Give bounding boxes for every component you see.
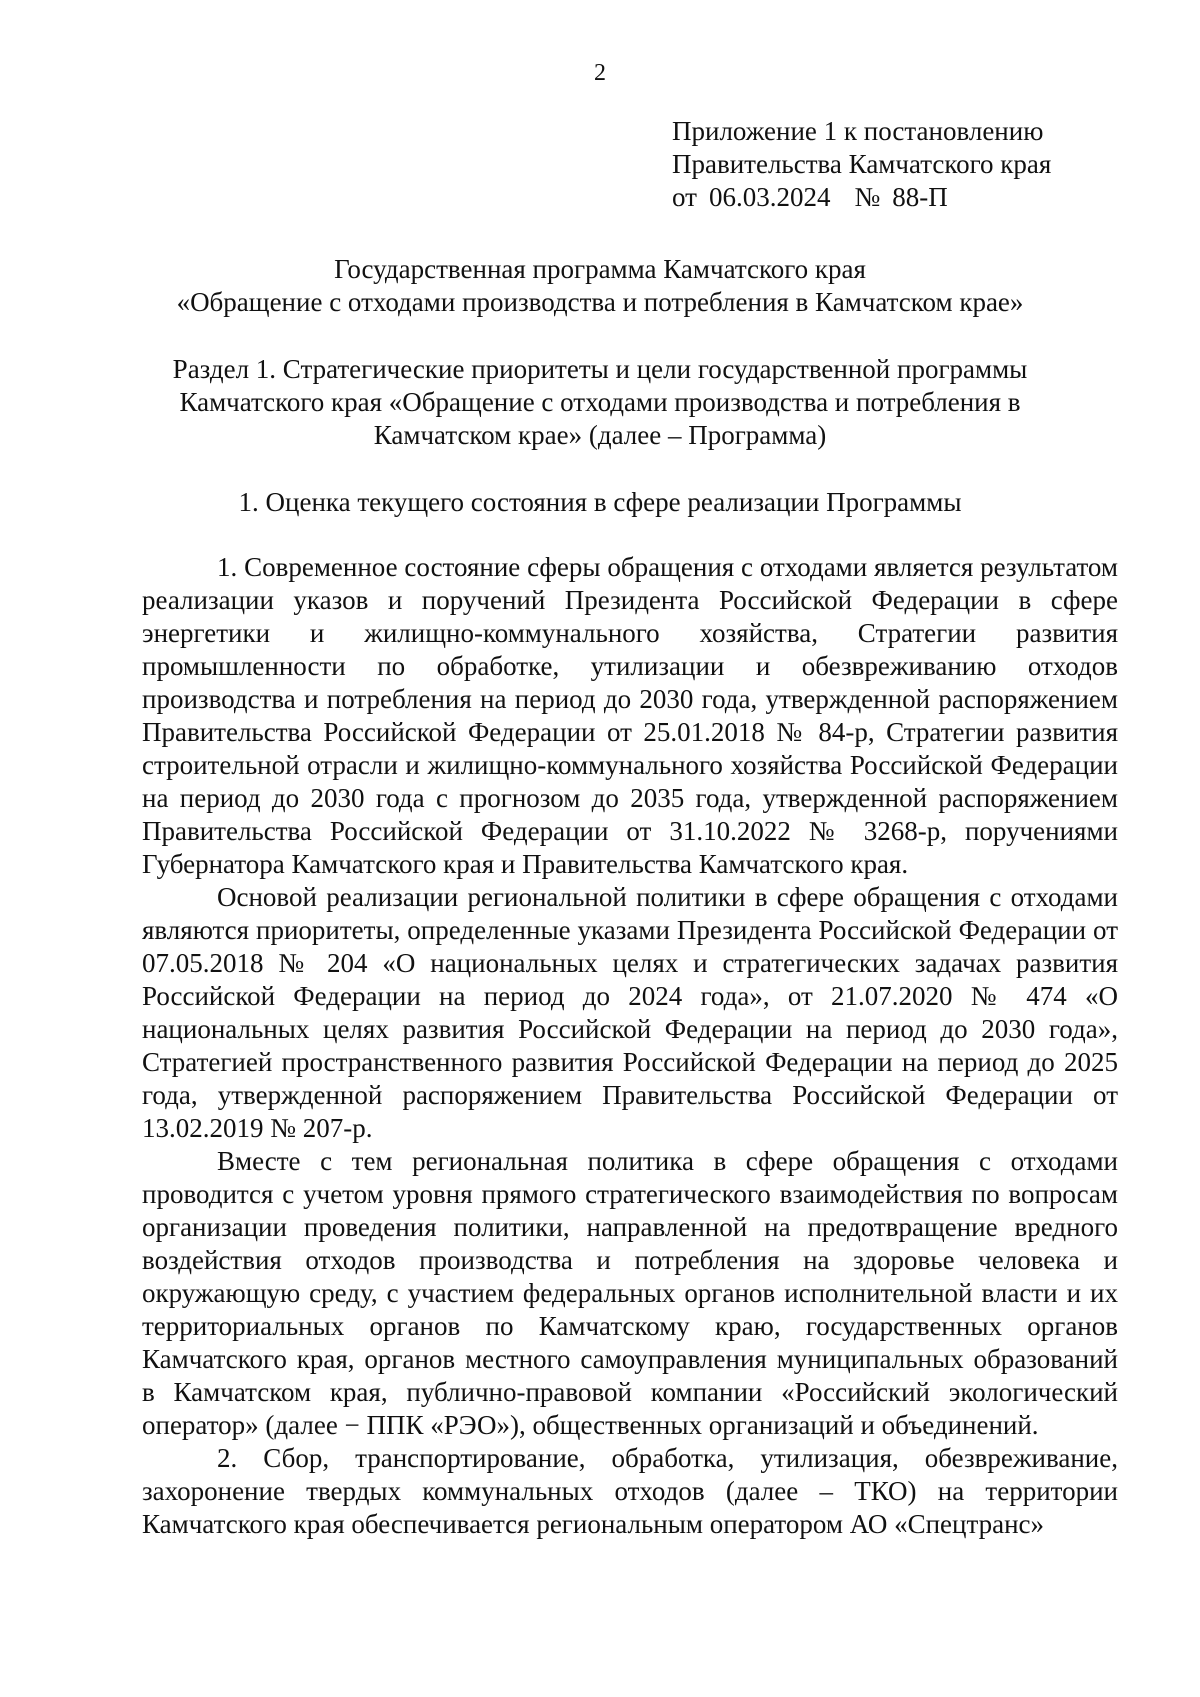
page-number: 2	[594, 60, 606, 86]
paragraph-3: Вместе с тем региональная политика в сфере обращения с отходами проводится с учетом уровня прямого стратегического взаимодействия по вопросам организации проведения политики, направленной на предотвращение вредного воздействия отходов производства и потребления на здоровье человека и окружающую среду, с участием федеральных органов исполнительной власти и их территориальных органов по Камчатскому краю, государственных органов Камчатского края, органов местного самоуправления муниципальных образований в Камчатском края, публично-правовой компании «Российский экологический оператор» (далее − ППК «РЭО»), общественных организаций и объединений.	[142, 1146, 1118, 1440]
appendix-date: 06.03.2024	[708, 182, 831, 212]
appendix-line-2: Правительства Камчатского края	[672, 149, 1052, 179]
subsection-title: 1. Оценка текущего состояния в сфере реализации Программы	[238, 487, 962, 517]
paragraph-4: 2. Сбор, транспортирование, обработка, утилизация, обезвреживание, захоронение твердых коммунальных отходов (далее – ТКО) на территории Камчатского края обеспечивается региональным оператором АО «Спецтранс»	[142, 1443, 1118, 1539]
body-text	[142, 551, 1118, 1541]
paragraph-1: 1. Современное состояние сферы обращения с отходами является результатом реализации указов и поручений Президента Российской Федерации в сфере энергетики и жилищно-коммунального хозяйства, Стратегии развития промышленности по обработке, утилизации и обезвреживанию отходов производства и потребления на период до 2030 года, утвержденной распоряжением Правительства Российской Федерации от 25.01.2018 № 84-р, Стратегии развития строительной отрасли и жилищно-коммунального хозяйства Российской Федерации на период до 2030 года с прогнозом до 2035 года, утвержденной распоряжением Правительства Российской Федерации от 31.10.2022 № 3268-р, поручениями Губернатора Камчатского края и Правительства Камчатского края.	[142, 552, 1118, 879]
appendix-line-1: Приложение 1 к постановлению	[672, 116, 1044, 146]
appendix-decree-line	[672, 181, 1132, 214]
section-title-line-3: Камчатском крае» (далее – Программа)	[373, 420, 827, 450]
appendix-number: 88-П	[892, 182, 948, 212]
appendix-date-prefix: от	[672, 182, 697, 212]
appendix-block	[672, 115, 1132, 214]
appendix-number-sign: №	[854, 182, 881, 212]
section-title-line-2: Камчатского края «Обращение с отходами производства и потребления в	[179, 387, 1021, 417]
program-title-line-2: «Обращение с отходами производства и потребления в Камчатском крае»	[176, 287, 1024, 317]
paragraph-2: Основой реализации региональной политики в сфере обращения с отходами являются приоритеты, определенные указами Президента Российской Федерации от 07.05.2018 № 204 «О национальных целях и стратегических задачах развития Российской Федерации на период до 2024 года», от 21.07.2020 № 474 «О национальных целях развития Российской Федерации на период до 2030 года», Стратегией пространственного развития Российской Федерации на период до 2025 года, утвержденной распоряжением Правительства Российской Федерации от 13.02.2019 № 207-р.	[142, 882, 1118, 1143]
program-title	[140, 253, 1060, 319]
section-title-line-1: Раздел 1. Стратегические приоритеты и цели государственной программы	[172, 354, 1028, 384]
section-title	[140, 353, 1060, 452]
program-title-line-1: Государственная программа Камчатского края	[334, 254, 866, 284]
